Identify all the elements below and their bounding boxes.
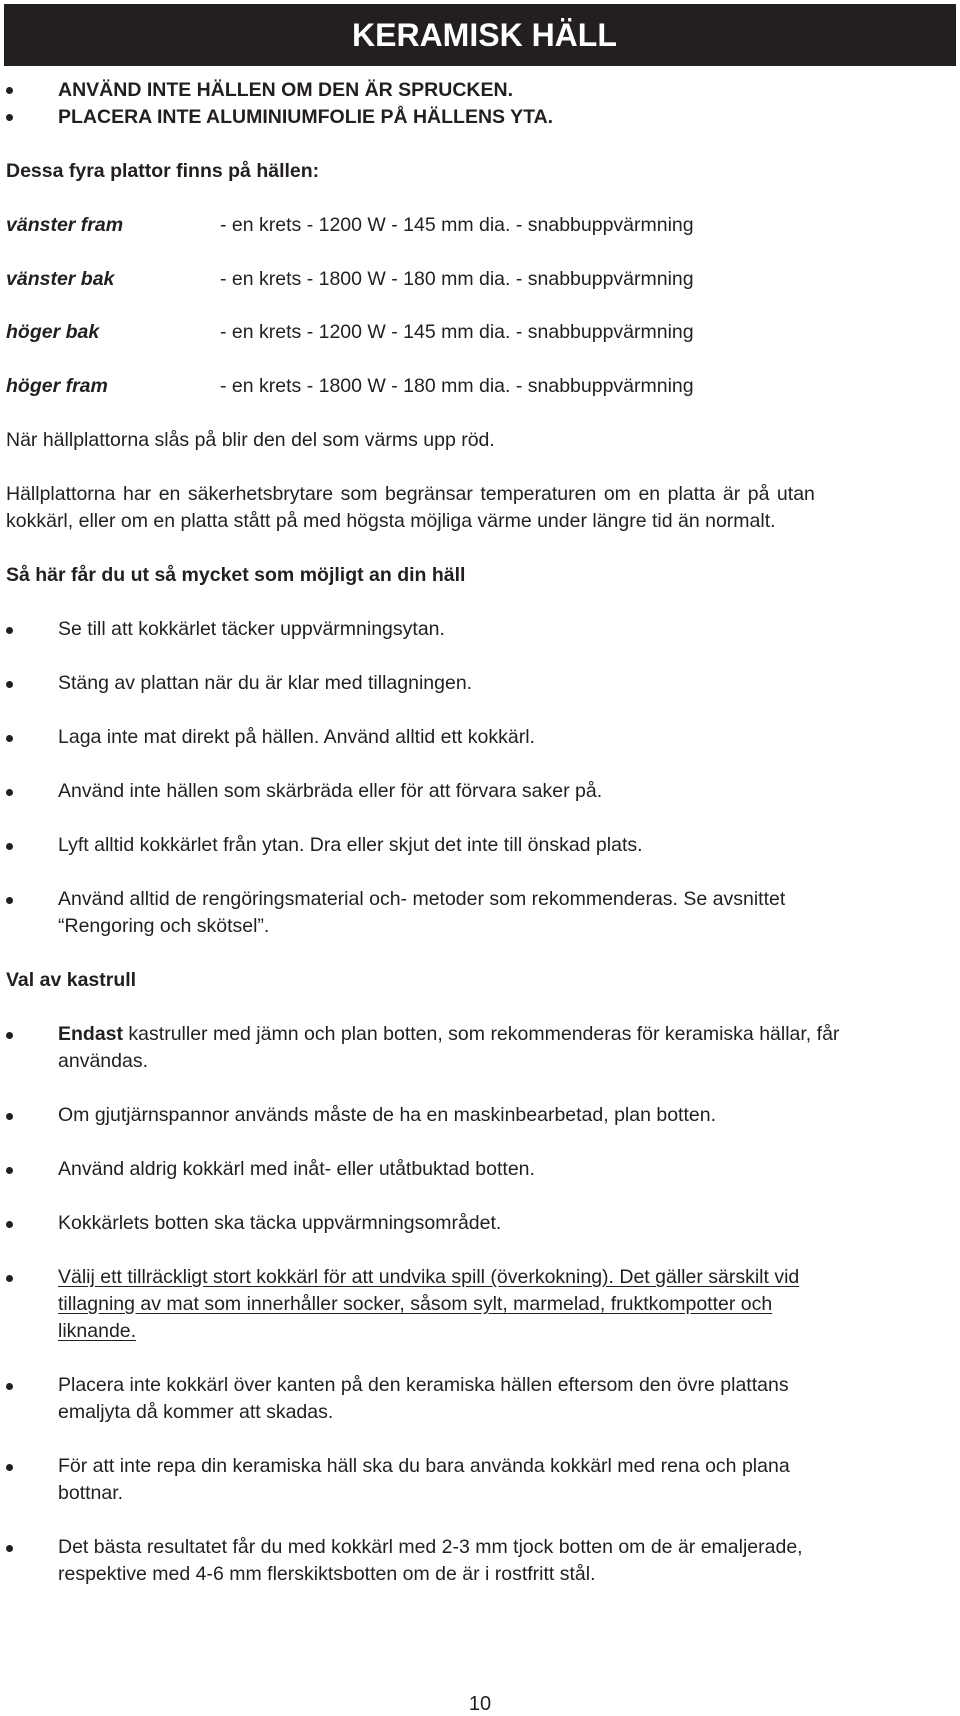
plate-spec: - en krets - 1200 W - 145 mm dia. - snabbuppvärmning: [220, 214, 694, 236]
bullet-dot: [6, 897, 13, 904]
tip-item: Laga inte mat direkt på hällen. Använd alltid ett kokkärl.: [58, 726, 535, 748]
pan-item-continuation: användas.: [58, 1050, 148, 1072]
bullet-dot: [6, 735, 13, 742]
bullet-dot: [6, 1113, 13, 1120]
bullet-dot: [6, 1167, 13, 1174]
pan-item: [58, 1021, 839, 1048]
bullet-dot: [6, 1383, 13, 1390]
pan-item-emphasis: Endast: [58, 1023, 124, 1045]
tip-item-continuation: “Rengoring och skötsel”.: [58, 915, 270, 937]
page-header: [4, 4, 956, 66]
bullet-dot: [6, 627, 13, 634]
bullet-dot: [6, 1221, 13, 1228]
tip-item: Använd alltid de rengöringsmaterial och- metoder som rekommenderas. Se avsnittet: [58, 888, 786, 910]
pan-item-continuation: emaljyta då kommer att skadas.: [58, 1401, 334, 1423]
warning-2: PLACERA INTE ALUMINIUMFOLIE PÅ HÄLLENS YTA.: [58, 106, 554, 128]
pan-item: Placera inte kokkärl över kanten på den keramiska hällen eftersom den övre plattans: [58, 1374, 789, 1396]
plate-position: höger bak: [6, 321, 100, 343]
pan-item: Använd aldrig kokkärl med inåt- eller utåtbuktad botten.: [58, 1158, 535, 1180]
tip-item: Lyft alltid kokkärlet från ytan. Dra eller skjut det inte till önskad plats.: [58, 834, 643, 856]
page-number: 10: [468, 1693, 492, 1715]
page-title: KERAMISK HÄLL: [352, 17, 617, 53]
bullet-dot: [6, 1032, 13, 1039]
pan-item-continuation: respektive med 4-6 mm flerskiktsbotten om de är i rostfritt stål.: [58, 1563, 596, 1585]
bullet-dot: [6, 1545, 13, 1552]
pan-item: För att inte repa din keramiska häll ska du bara använda kokkärl med rena och plana: [58, 1455, 790, 1477]
pan-item-continuation: bottnar.: [58, 1482, 124, 1504]
pan-item: Om gjutjärnspannor används måste de ha en maskinbearbetad, plan botten.: [58, 1104, 717, 1126]
plate-position: vänster fram: [6, 214, 124, 236]
plate-spec: - en krets - 1800 W - 180 mm dia. - snabbuppvärmning: [220, 375, 694, 397]
red-glow-paragraph: När hällplattorna slås på blir den del som värms upp röd.: [6, 429, 495, 451]
plate-position: höger fram: [6, 375, 108, 397]
tip-item: Se till att kokkärlet täcker uppvärmningsytan.: [58, 618, 445, 640]
pan-item: Kokkärlets botten ska täcka uppvärmningsområdet.: [58, 1212, 502, 1234]
plate-position: vänster bak: [6, 268, 115, 290]
pan-item-text: kastruller med jämn och plan botten, som rekommenderas för keramiska hällar, får: [123, 1023, 840, 1045]
tip-item: Stäng av plattan när du är klar med tillagningen.: [58, 672, 473, 694]
pans-heading: Val av kastrull: [6, 969, 137, 991]
pan-item-underlined: tillagning av mat som innerhåller socker, såsom sylt, marmelad, fruktkompotter och: [58, 1293, 773, 1315]
plate-spec: - en krets - 1800 W - 180 mm dia. - snabbuppvärmning: [220, 268, 694, 290]
bullet-dot: [6, 1275, 13, 1282]
pan-item: Det bästa resultatet får du med kokkärl med 2-3 mm tjock botten om de är emaljerade,: [58, 1536, 803, 1558]
plate-spec: - en krets - 1200 W - 145 mm dia. - snabbuppvärmning: [220, 321, 694, 343]
pan-item-underlined: liknande.: [58, 1320, 137, 1342]
bullet-dot: [6, 114, 13, 121]
bullet-dot: [6, 1464, 13, 1471]
tip-item: Använd inte hällen som skärbräda eller för att förvara saker på.: [58, 780, 603, 802]
plates-intro: Dessa fyra plattor finns på hällen:: [6, 160, 320, 182]
warning-1: ANVÄND INTE HÄLLEN OM DEN ÄR SPRUCKEN.: [58, 79, 514, 101]
safety-paragraph-line: kokkärl, eller om en platta stått på med högsta möjliga värme under längre tid än normalt.: [6, 510, 776, 532]
tips-heading: Så här får du ut så mycket som möjligt an din häll: [6, 564, 466, 586]
bullet-dot: [6, 681, 13, 688]
bullet-dot: [6, 87, 13, 94]
safety-paragraph-line: Hällplattorna har en säkerhetsbrytare som begränsar temperaturen om en platta är på utan: [6, 483, 815, 505]
bullet-dot: [6, 789, 13, 796]
bullet-dot: [6, 843, 13, 850]
pan-item-underlined: Välij ett tillräckligt stort kokkärl för att undvika spill (överkokning). Det gäller särskilt vid: [58, 1266, 800, 1288]
